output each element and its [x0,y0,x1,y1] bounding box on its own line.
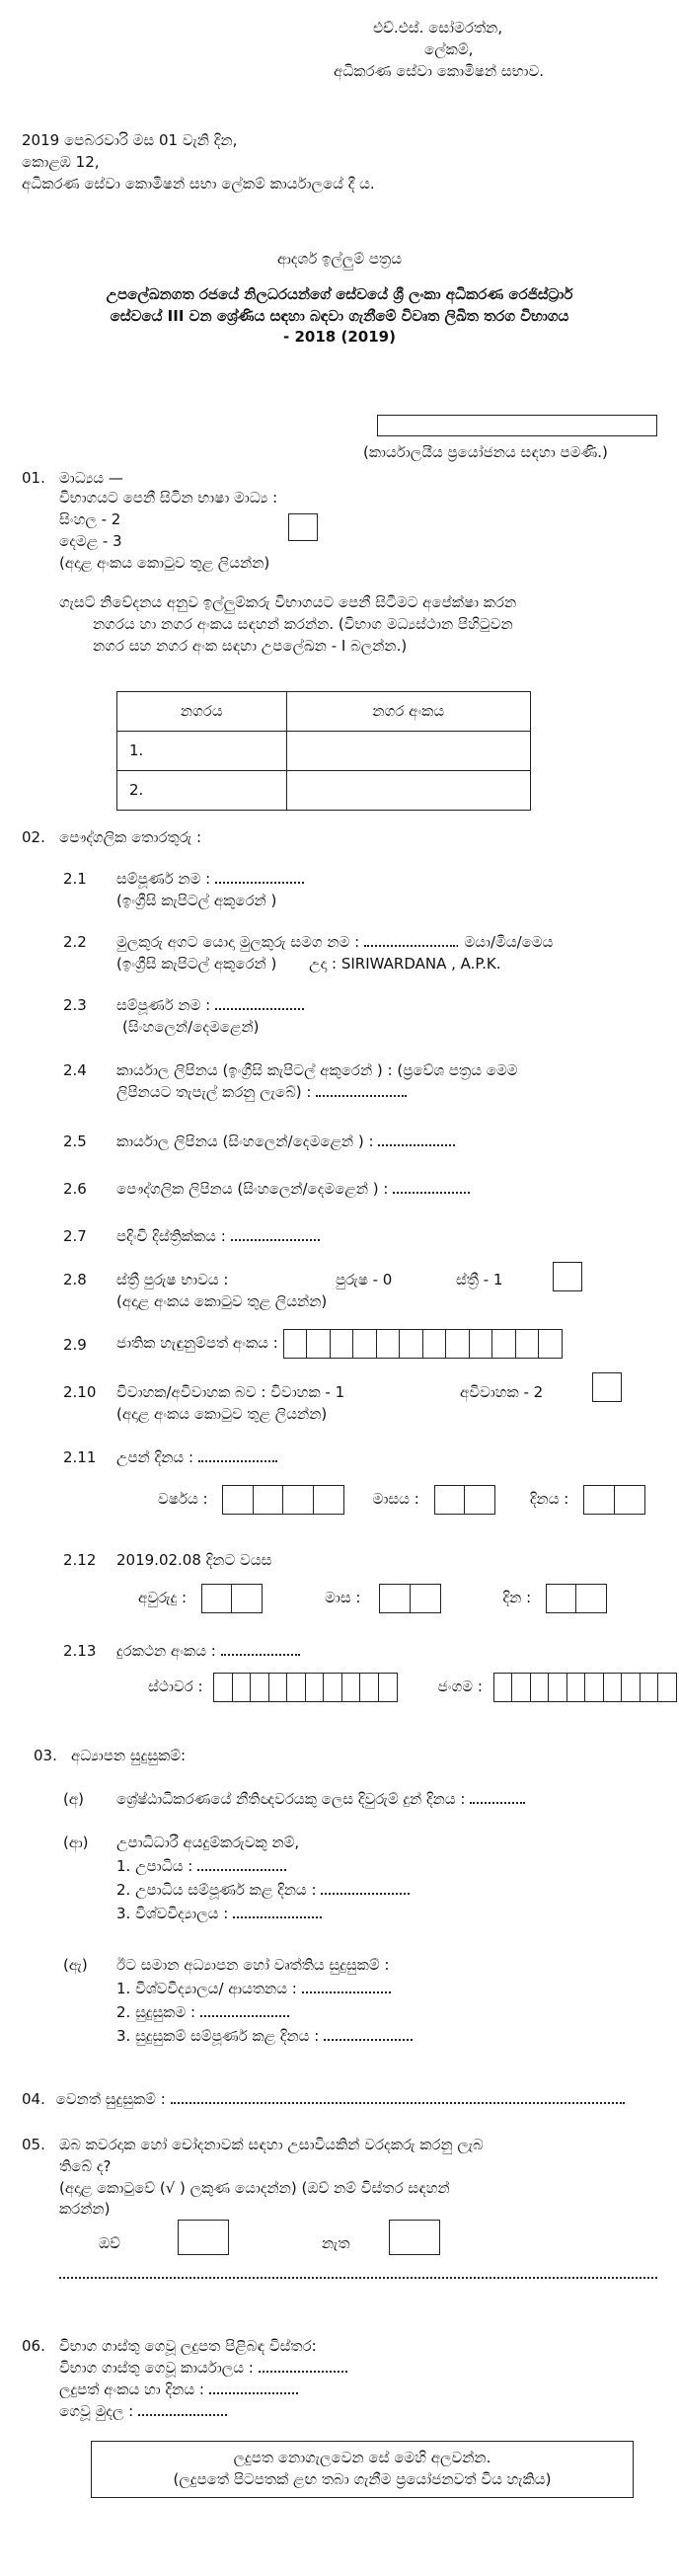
text-line: විභාගයට පෙනී සිටින භාෂා මාධ්‍ය : [59,489,278,507]
personal-address-field[interactable] [393,1192,470,1194]
marital-status-box[interactable] [592,1372,622,1402]
item-2-2 [116,932,553,954]
male-option: පුරුෂ - 0 [336,1271,393,1288]
degree-field[interactable] [197,1869,286,1871]
table-row[interactable] [117,732,531,771]
qualification-date-line [116,2026,413,2048]
item-2-5 [116,1132,455,1153]
title-line: සේවයේ III වන ශ්‍රේණිය සඳහා බඳවා ගැනීමේ විවෘත ලිඛිත තරග විභාගය [110,306,569,325]
item-number: 2.13 [63,1642,97,1660]
institute-field[interactable] [302,1991,391,1993]
text-line: කරන්න) [59,2200,111,2219]
item-number: 2.4 [63,1061,87,1079]
table-header-city-number: නගර අංකය [286,692,530,732]
section-title: පෞද්ගලික තොරතුරු : [59,828,201,846]
sub-item-a [116,1789,525,1811]
university-line [116,1904,322,1925]
item-label: 3. විශ්වවිද්‍යාලය : [116,1905,229,1922]
item-2-7 [116,1226,320,1248]
item-label: ශ්‍රේෂ්ඨාධිකරණයේ නීතිඥවරයකු ලෙස දිවුරුම් දුන් දිනය : [116,1790,466,1808]
age-years-cells[interactable] [201,1584,264,1613]
item-label: 1. විශ්වවිද්‍යාලය/ ආයතනය : [116,1980,297,1997]
form-type: ආදර්ශ ඉල්ලුම් පත්‍රය [277,250,402,268]
female-option: ස්ත්‍රී - 1 [456,1271,503,1288]
section-number: 03. [34,1747,57,1764]
item-2-4-cont [116,1082,407,1104]
item-label: 2. උපාධිය සම්පූර්ණ කළ දිනය : [116,1881,317,1899]
footer-line: (ලදුපතේ පිටපතක් ළඟ තබා ගැනීම ප්‍රයෝජනවත් විය හැකිය) [173,2469,552,2488]
item-label: 1. උපාධිය : [116,1857,193,1875]
secretary-block [334,18,544,82]
text-line: දෙමළ - 3 [59,532,122,550]
sub-item-number: (අ) [63,1790,84,1808]
section-04 [22,2089,625,2111]
item-number: 2.8 [63,1271,87,1288]
city-number-cell[interactable] [286,732,530,771]
item-label: කාර්යාල ලිපිනය (ඉංග්‍රීසි කැපිටල් අකුරෙන් ) : (ප්‍රවේශ පත්‍රය මෙම [116,1061,518,1079]
item-number: 2.7 [63,1227,87,1245]
sub-item-number: (ඇ) [63,1956,88,1974]
text-line: ඔබ කවරදාක හෝ චෝදනාවක් සඳහා උසාවියකින් වරදකරු කරනු ලැබ [59,2136,484,2153]
section-number: 02. [22,828,45,846]
district-field[interactable] [231,1239,320,1241]
item-label: දුරකථන අංකය : [116,1642,216,1660]
mobile-label: ජංගම : [437,1678,483,1696]
item-label: උපන් දිනය : [116,1448,193,1466]
item-label: සම්පූර්ණ නම : [116,996,211,1014]
title-line: උපලේඛනගත රජයේ නිලධරයන්ගේ සේවයේ ශ්‍රී ලංකා අධිකරණ රෙජිස්ට්‍රාර් [106,284,573,303]
date-block [22,130,375,195]
institute-line [116,1979,391,2000]
section-title: අධ්‍යාපන සුදුසුකම්: [71,1747,187,1764]
item-label: විභාග ගාස්තු ගෙවූ කාර්යාලය : [59,2359,254,2377]
receipt-line [59,2380,298,2401]
item-note: (සිංහලෙන්/දෙමළෙන්) [122,1018,260,1036]
date-line: අධිකරණ සේවා කොමිෂන් සභා ලේකම් කාර්යාලයේ දී ය. [22,174,375,193]
header-line: එච්.එස්. සෝමරත්න, [373,19,503,37]
no-label: නැත [322,2234,350,2252]
office-use-box[interactable] [377,415,657,436]
medium-box[interactable] [288,513,318,541]
item-label: ස්ත්‍රී පුරුෂ භාවය : [116,1271,229,1288]
conviction-question [59,2135,484,2221]
city-number-cell[interactable] [286,771,530,811]
item-number: 2.2 [63,933,87,951]
text-line: ගැසට් නිවේදනය අනුව ඉල්ලුම්කරු විභාගයට පෙනී සිටීමට අපේක්ෂා කරන [59,593,517,611]
text-line: (අදාළ අංකය කොටුව තුළ ලියන්න) [59,554,270,572]
item-label: ඊට සමාන අධ්‍යාපන හෝ වෘත්තිය සුදුසුකම් : [116,1956,390,1974]
table-header-row [117,692,531,732]
item-note: (ඉංග්‍රීසි කැපිටල් අකුරෙන් ) [116,892,277,909]
text-line: නගරය හා නගර අංකය සඳහන් කරන්න. (විභාග මධ්‍යස්ථාන පිහිටුවන [93,614,513,633]
text-line: තිබේ ද? [59,2156,112,2175]
item-2-2-note [116,954,501,976]
office-address-local-field[interactable] [378,1144,455,1146]
item-number: 2.9 [63,1336,87,1354]
form-title [0,249,679,349]
months-label: මාස : [325,1589,361,1607]
item-number: 2.5 [63,1132,87,1150]
degree-date-line [116,1880,410,1902]
years-label: අවුරුදු : [138,1589,188,1607]
dob-month-cells[interactable] [434,1485,496,1515]
section-number: 04. [22,2090,45,2108]
item-number: 2.3 [63,996,87,1014]
qualification-field[interactable] [200,2015,289,2017]
section-number: 06. [22,2337,45,2355]
section-number: 01. [22,469,45,487]
unmarried-option: අවිවාහක - 2 [460,1383,544,1401]
receipt-paste-box [91,2441,634,2498]
nic-number-cells[interactable] [283,1329,564,1359]
phone-line [221,1654,300,1656]
receipt-field[interactable] [209,2392,298,2394]
item-note: (අදාළ අංකය කොටුව තුළ ලියන්න) [116,1405,328,1423]
qualification-line [116,2002,289,2024]
name-with-initials-field[interactable] [364,945,455,947]
age-days-cells[interactable] [546,1584,608,1613]
item-number: 2.12 [63,1551,97,1569]
item-label: ජාතික හැඳුනුම්පත් අංකය : [116,1334,278,1353]
date-line: 2019 පෙබරවාරි මස 01 වැනි දින, [22,131,238,149]
text-line: නගර සහ නගර අංක සඳහා උපලේඛන - I බලන්න.) [93,636,408,655]
phone-inputs [148,1673,677,1702]
table-header-city: නගරය [117,692,287,732]
degree-line [116,1856,286,1878]
dob-day-cells[interactable] [583,1485,645,1515]
text-line: සිංහල - 2 [59,510,121,528]
item-number: 2.11 [63,1448,97,1466]
item-2-3 [116,995,304,1017]
office-address-english-field[interactable] [316,1095,407,1097]
gazette-paragraph [59,592,516,657]
no-checkbox[interactable] [389,2220,440,2255]
text-line: (අදාළ කොටුවේ (√ ) ලකුණ යොදන්න) (ඔව් නම් විස්තර සඳහන් [59,2178,450,2197]
degree-date-field[interactable] [321,1893,410,1895]
oath-date-field[interactable] [470,1802,525,1804]
full-name-english-field[interactable] [215,882,304,884]
landline-label: ස්ථාවර : [148,1678,203,1696]
item-note: ලිපිනයට තැපැල් කරනු ලැබේ) : [116,1083,312,1101]
university-field[interactable] [233,1916,322,1918]
title-options: . මයා/මිය/මෙය [454,933,554,951]
item-label: සම්පූර්ණ නම : [116,870,211,888]
item-2-6 [116,1179,470,1201]
item-note: (ඉංග්‍රීසි කැපිටල් අකුරෙන් ) [116,955,277,973]
item-number: 2.10 [63,1383,97,1401]
days-label: දින : [502,1589,532,1607]
item-note: (අදාළ අංකය කොටුව තුළ ලියන්න) [116,1292,328,1310]
age-months-cells[interactable] [379,1584,441,1613]
item-label: පදිංචි දිස්ත්‍රික්කය : [116,1227,226,1245]
city-table [116,691,531,811]
amount-line [59,2401,227,2423]
date-line: කොළඹ 12, [22,152,100,171]
item-2-13 [116,1641,300,1663]
landline-cells[interactable] [213,1673,398,1702]
footer-line: ලදුපත නොගැලවෙන සේ මෙහි අලවන්න. [233,2449,491,2466]
row-label[interactable]: 2. [117,771,287,811]
section-title: මාධ්‍යය — [59,469,123,487]
example: උදා : SIRIWARDANA , A.P.K. [309,955,501,973]
header-line: අධිකරණ සේවා කොමිෂන් සභාව. [334,61,544,80]
amount-field[interactable] [138,2414,227,2416]
office-use-label: (කාර්යාලයීය ප්‍රයෝජනය සඳහා පමණි.) [363,443,608,461]
item-label: කාර්යාල ලිපිනය (සිංහලෙන්/දෙමළෙන් ) : [116,1132,374,1150]
conviction-details-field[interactable] [59,2277,657,2279]
age-inputs [138,1584,607,1613]
table-row[interactable] [117,771,531,811]
item-label: 3. සුදුසුකම් සම්පූර්ණ කළ දිනය : [116,2027,320,2045]
item-label: ලදුපත් අංකය හා දිනය : [59,2381,204,2398]
item-2-11 [116,1447,277,1469]
item-label: විවාහක/අවිවාහක බව : විවාහක - 1 [116,1383,345,1401]
mobile-cells[interactable] [493,1673,678,1702]
section-title: වෙනත් සුදුසුකම් : [55,2090,166,2108]
item-label: උපාධිධාරී අයදුම්කරුවකු නම්, [116,1834,300,1851]
fee-office-line [59,2358,347,2380]
item-number: 2.1 [63,870,87,888]
item-2-1 [116,869,304,891]
gender-box[interactable] [553,1262,582,1291]
section-number: 05. [22,2136,45,2153]
item-label: මුලකුරු අගට යොදා මුලකුරු සමග නම : [116,933,360,951]
qualification-date-field[interactable] [324,2039,413,2041]
day-label: දිනය : [529,1490,569,1509]
month-label: මාසය : [372,1490,419,1509]
yes-checkbox[interactable] [178,2220,229,2255]
item-label: ගෙවූ මුදල : [59,2402,134,2420]
dob-year-cells[interactable] [222,1485,344,1515]
header-line: ලේකම්, [424,39,474,58]
item-label: 2. සුදුසුකම : [116,2003,196,2021]
other-qualifications-field[interactable] [171,2102,625,2104]
dob-inputs [158,1485,645,1515]
item-2-9 [116,1329,563,1359]
yes-label: ඔව් [99,2234,120,2252]
row-label[interactable]: 1. [117,732,287,771]
fee-office-field[interactable] [259,2371,347,2373]
item-label: පෞද්ගලික ලිපිනය (සිංහලෙන්/දෙමළෙන් ) : [116,1180,389,1198]
full-name-local-field[interactable] [215,1008,304,1010]
section-title: විභාග ගාස්තු ගෙවූ ලදුපත පිළිබඳ විස්තර: [59,2337,317,2355]
title-line: - 2018 (2019) [283,328,396,347]
dob-line [198,1460,277,1462]
year-label: වර්ෂය : [158,1490,208,1509]
item-label: 2019.02.08 දිනට වයස [116,1551,272,1569]
item-number: 2.6 [63,1180,87,1198]
sub-item-number: (ආ) [63,1834,89,1851]
